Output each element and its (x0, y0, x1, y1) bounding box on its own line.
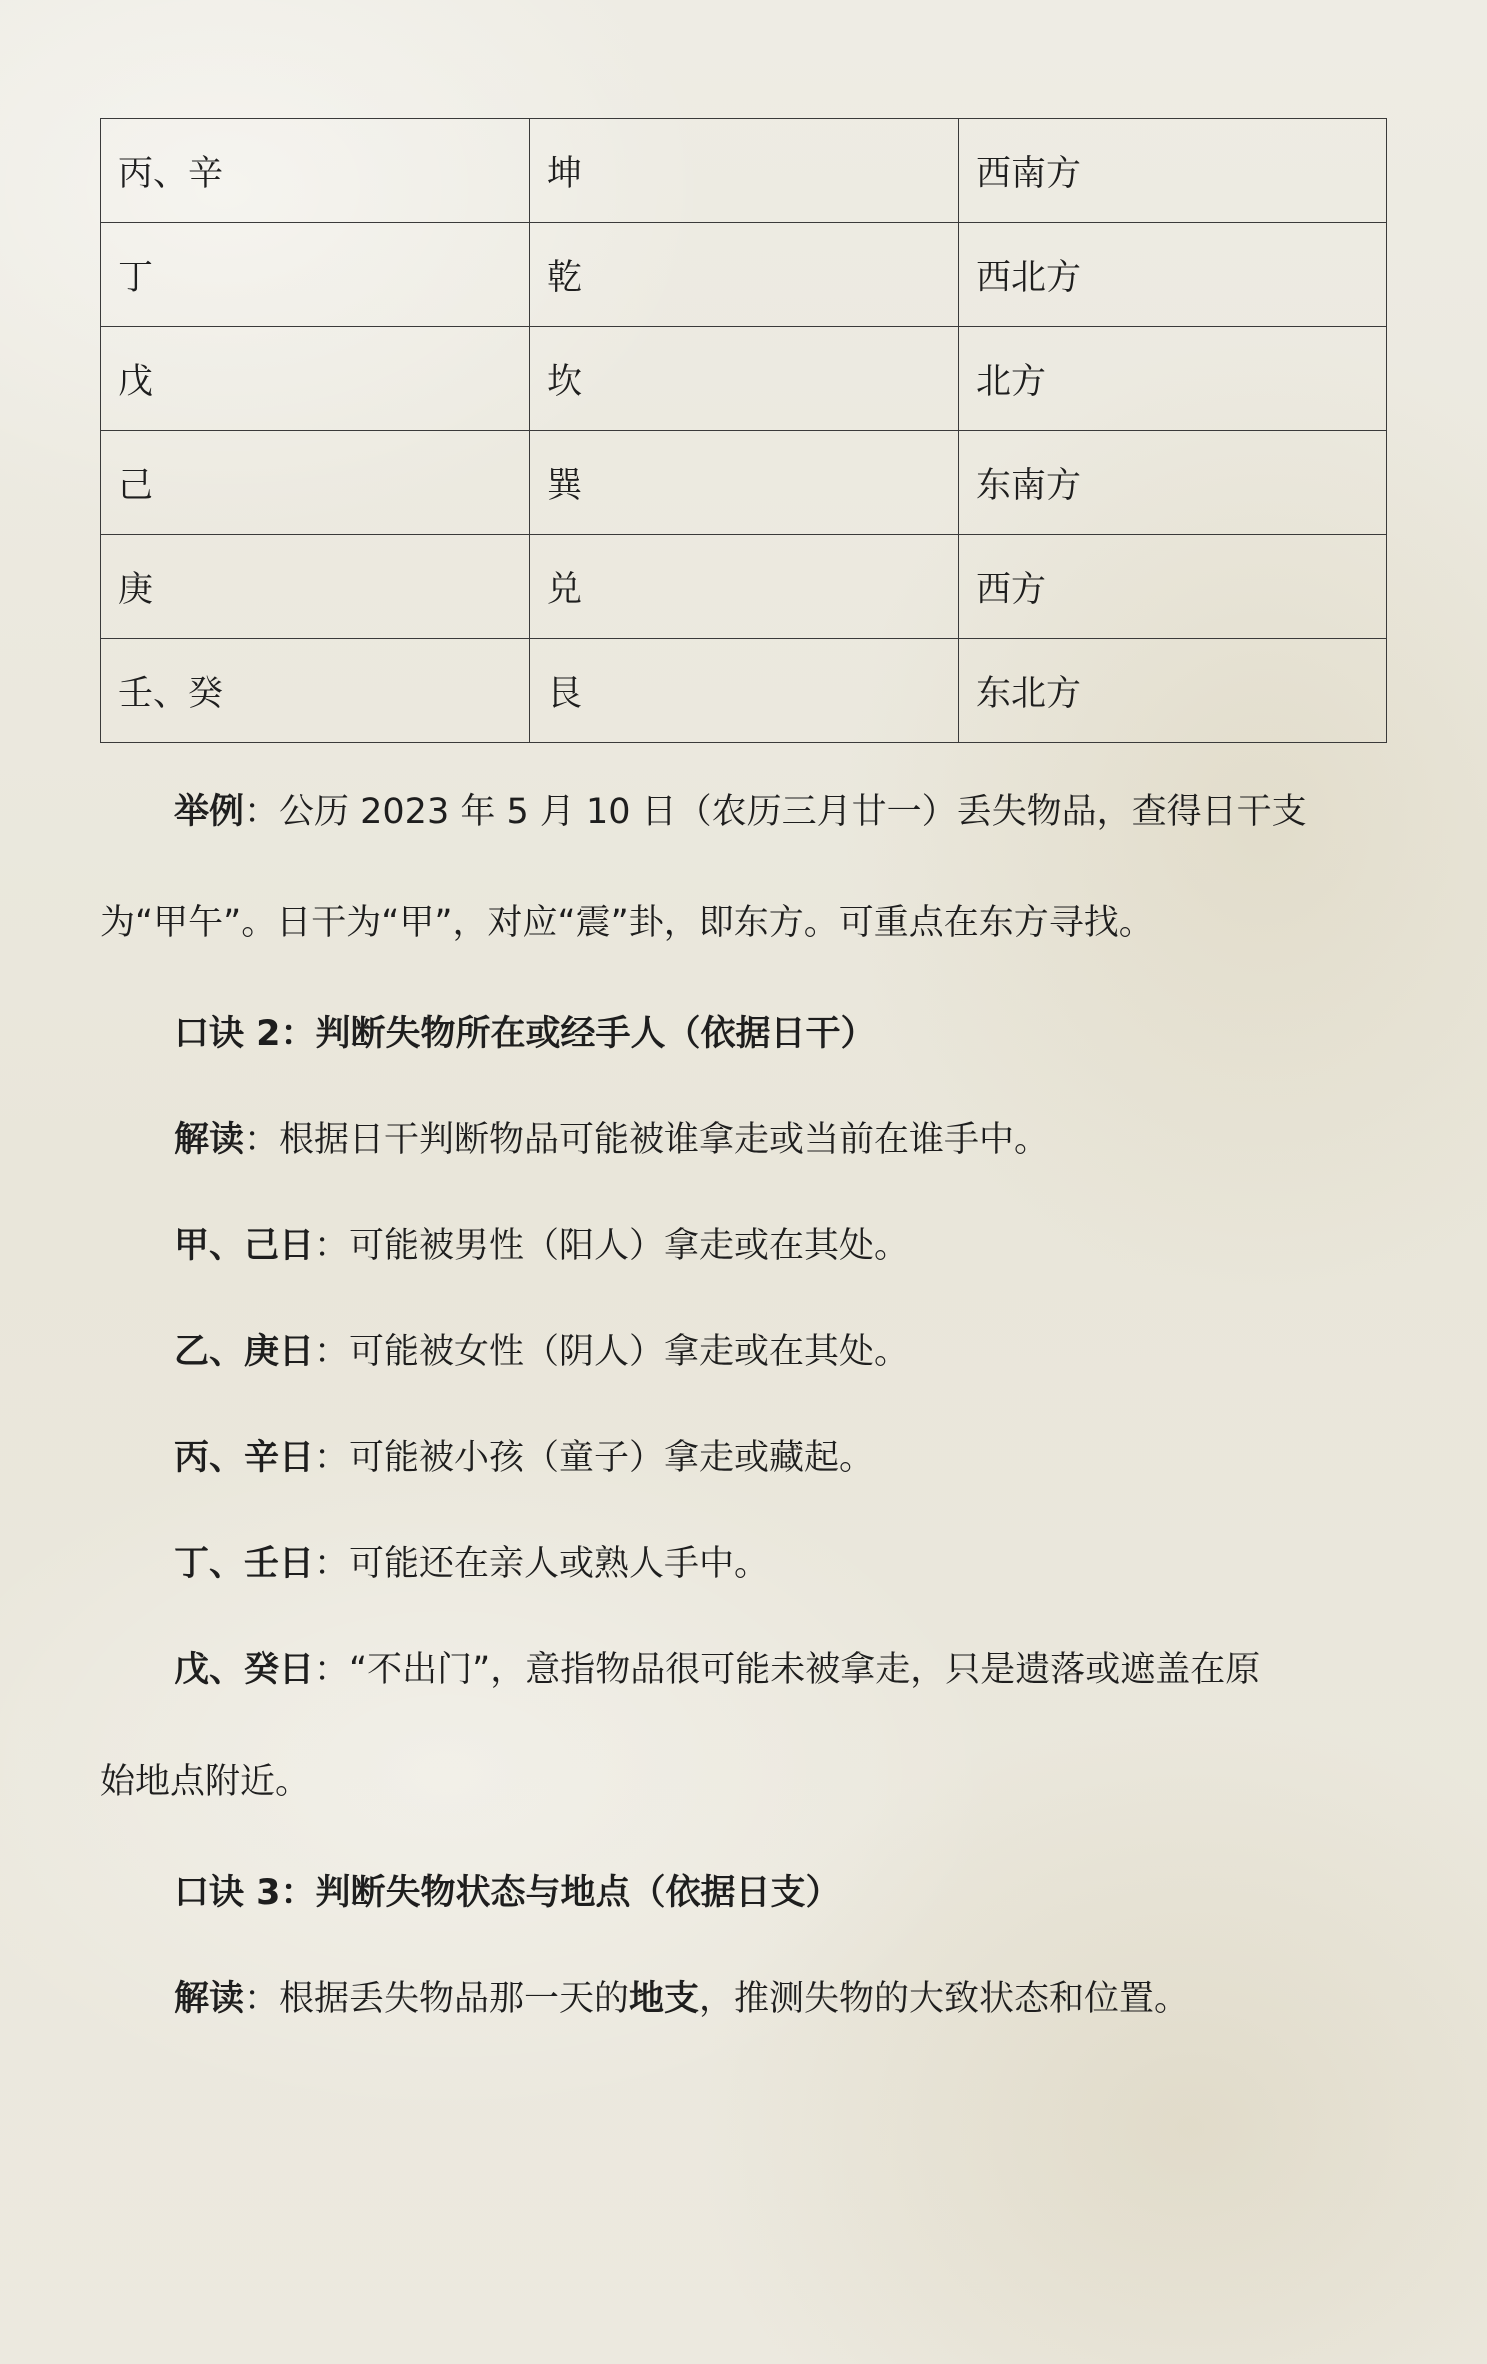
item-text: ：可能还在亲人或熟人手中。 (314, 1544, 770, 1584)
rule2-item (174, 1332, 1387, 1372)
table-cell-trigram: 巽 (530, 431, 959, 535)
interp-bold-term: 地支 (629, 1979, 700, 2019)
table-cell-direction: 西北方 (959, 223, 1387, 327)
item-text: ：可能被女性（阴人）拿走或在其处。 (314, 1332, 910, 1372)
rule2-item (174, 1438, 1387, 1478)
table-cell-direction: 西南方 (959, 119, 1387, 223)
table-row (101, 639, 1387, 743)
item-label: 丁、壬日 (174, 1544, 315, 1584)
interp-text-b: ，推测失物的大致状态和位置。 (699, 1979, 1190, 2019)
item-text: ：“不出门”，意指物品很可能未被拿走，只是遗落或遮盖在原 (314, 1650, 1261, 1690)
interp-label: 解读 (174, 1979, 245, 2019)
example-label: 举例 (174, 792, 245, 832)
item-label: 戊、癸日 (174, 1650, 315, 1690)
example-text-1: ：公历 2023 年 5 月 10 日（农历三月廿一）丢失物品，查得日干支 (244, 792, 1307, 832)
rule3-heading: 口诀 3：判断失物状态与地点（依据日支） (174, 1873, 841, 1913)
table-cell-stem: 己 (101, 431, 530, 535)
table-cell-direction: 西方 (959, 535, 1387, 639)
interp-text: ：根据日干判断物品可能被谁拿走或当前在谁手中。 (244, 1120, 1050, 1160)
table-cell-trigram: 坎 (530, 327, 959, 431)
table-row (101, 431, 1387, 535)
table-cell-direction: 东南方 (959, 431, 1387, 535)
rule3-interpretation (174, 1979, 1387, 2019)
table-cell-trigram: 乾 (530, 223, 959, 327)
table-cell-stem: 庚 (101, 535, 530, 639)
item-label: 乙、庚日 (174, 1332, 315, 1372)
example-line-2: 为“甲午”。日干为“甲”，对应“震”卦，即东方。可重点在东方寻找。 (100, 903, 1154, 943)
table-row (101, 119, 1387, 223)
item-label: 甲、己日 (174, 1226, 315, 1266)
table-cell-stem: 丙、辛 (101, 119, 530, 223)
example-line-1 (174, 792, 1387, 832)
table-row (101, 327, 1387, 431)
interp-label: 解读 (174, 1120, 245, 1160)
rule2-item-continuation: 始地点附近。 (100, 1762, 311, 1802)
table-cell-stem: 丁 (101, 223, 530, 327)
table-row (101, 535, 1387, 639)
rule2-item (174, 1226, 1387, 1266)
table-cell-stem: 壬、癸 (101, 639, 530, 743)
rule2-item (174, 1544, 1387, 1584)
table-cell-direction: 东北方 (959, 639, 1387, 743)
table-cell-trigram: 艮 (530, 639, 959, 743)
interp-text-a: ：根据丢失物品那一天的 (244, 1979, 630, 2019)
table-cell-direction: 北方 (959, 327, 1387, 431)
item-text: ：可能被小孩（童子）拿走或藏起。 (314, 1438, 875, 1478)
table-cell-trigram: 兑 (530, 535, 959, 639)
rule2-heading: 口诀 2：判断失物所在或经手人（依据日干） (174, 1014, 876, 1054)
item-label: 丙、辛日 (174, 1438, 315, 1478)
table-cell-trigram: 坤 (530, 119, 959, 223)
rule2-interpretation (174, 1120, 1387, 1160)
stem-direction-table (100, 118, 1387, 743)
rule2-item (174, 1650, 1387, 1690)
table-row (101, 223, 1387, 327)
table-cell-stem: 戊 (101, 327, 530, 431)
item-text: ：可能被男性（阳人）拿走或在其处。 (314, 1226, 910, 1266)
